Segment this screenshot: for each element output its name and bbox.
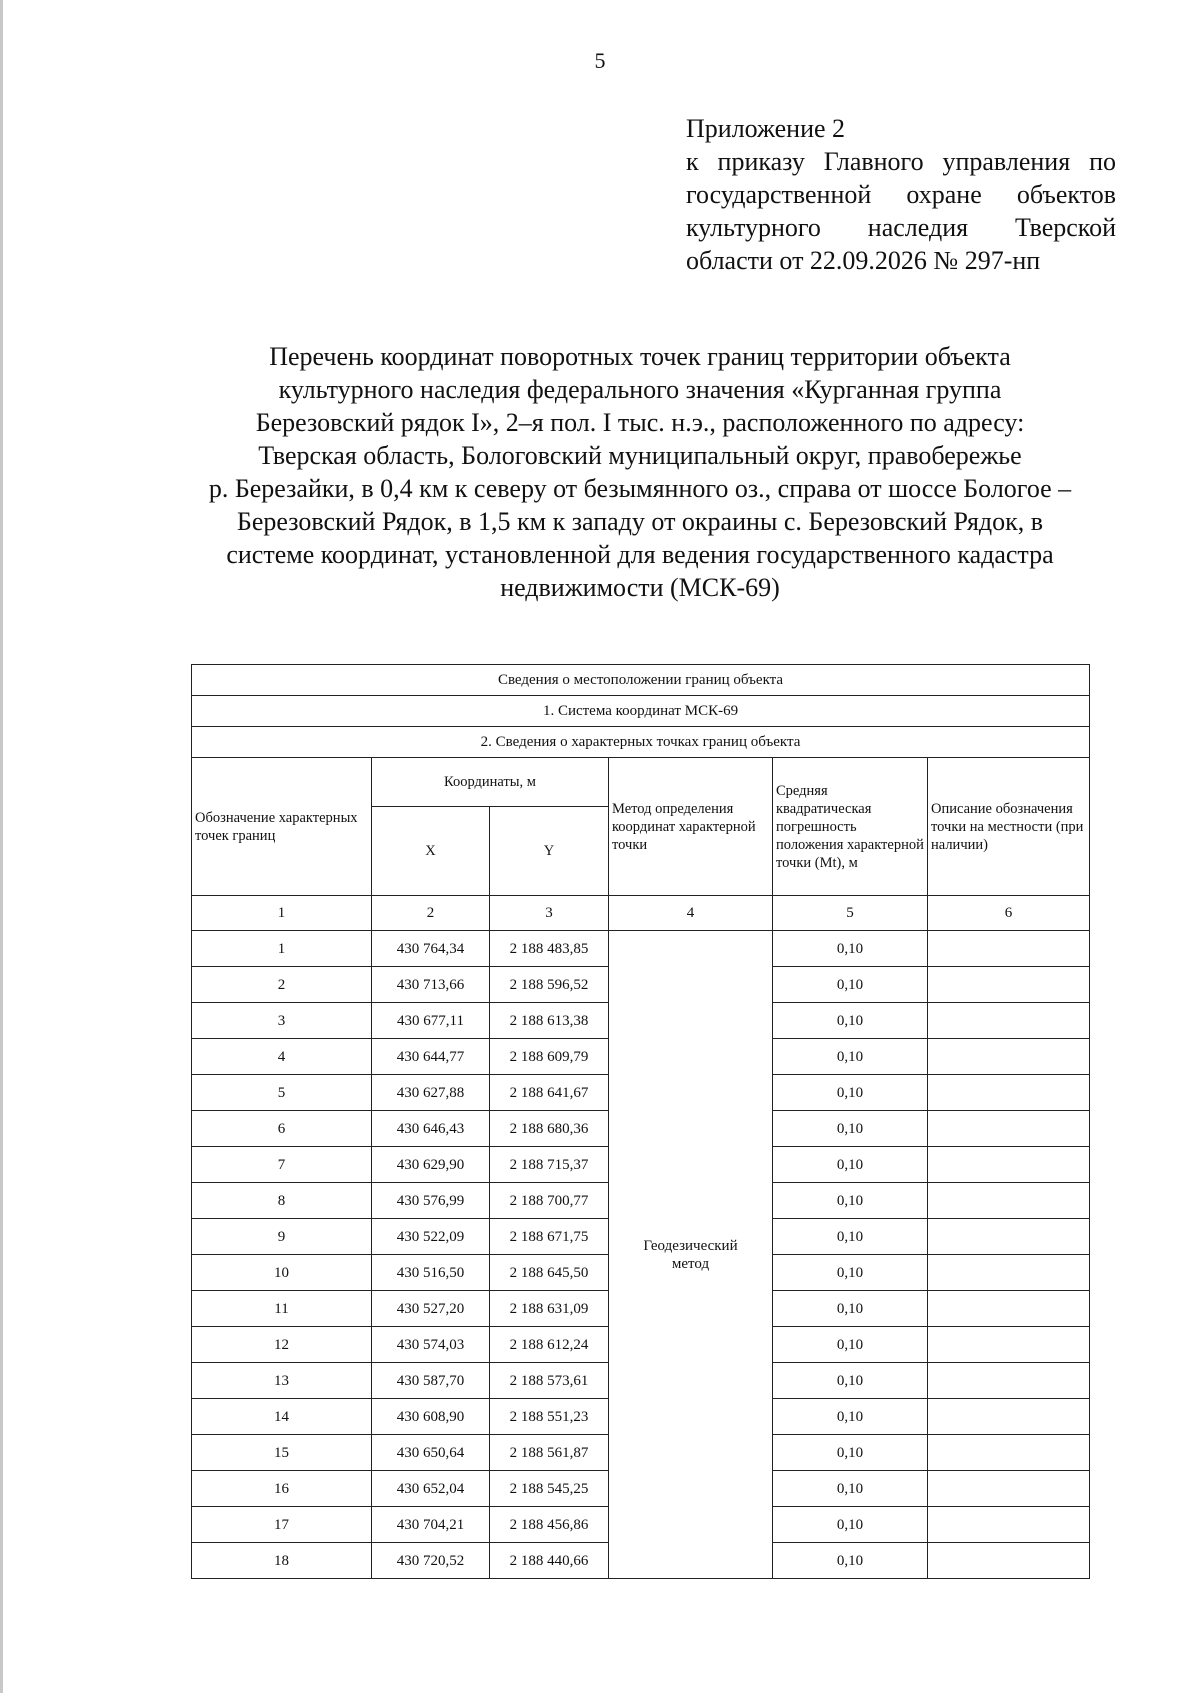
heading-line: Березовский Рядок, в 1,5 км к западу от окраины с. Березовский Рядок, в bbox=[236, 507, 1044, 536]
coordinate-system: 1. Система координат МСК-69 bbox=[192, 696, 1090, 727]
header-coordinates: Координаты, м bbox=[372, 758, 609, 807]
x-coordinate-cell: 430 764,34 bbox=[372, 931, 490, 967]
heading-line: р. Березайки, в 0,4 км к северу от безымянного оз., справа от шоссе Бологое – bbox=[208, 474, 1072, 503]
description-cell bbox=[928, 1291, 1090, 1327]
description-cell bbox=[928, 1003, 1090, 1039]
page-number: 5 bbox=[594, 48, 606, 73]
y-coordinate-cell: 2 188 573,61 bbox=[490, 1363, 609, 1399]
description-cell bbox=[928, 1471, 1090, 1507]
header-x: X bbox=[372, 807, 490, 896]
method-cell: Геодезический метод bbox=[609, 931, 773, 1579]
x-coordinate-cell: 430 713,66 bbox=[372, 967, 490, 1003]
column-number: 2 bbox=[372, 896, 490, 931]
y-coordinate-cell: 2 188 545,25 bbox=[490, 1471, 609, 1507]
point-number-cell: 6 bbox=[192, 1111, 372, 1147]
x-coordinate-cell: 430 646,43 bbox=[372, 1111, 490, 1147]
error-cell: 0,10 bbox=[773, 1219, 928, 1255]
column-number: 4 bbox=[609, 896, 773, 931]
point-number-cell: 8 bbox=[192, 1183, 372, 1219]
table-row bbox=[192, 931, 1090, 967]
description-cell bbox=[928, 1255, 1090, 1291]
column-number: 3 bbox=[490, 896, 609, 931]
point-number-cell: 11 bbox=[192, 1291, 372, 1327]
heading-line: Березовский рядок I», 2–я пол. I тыс. н.э., расположенного по адресу: bbox=[255, 408, 1025, 437]
description-cell bbox=[928, 1435, 1090, 1471]
header-y: Y bbox=[490, 807, 609, 896]
x-coordinate-cell: 430 650,64 bbox=[372, 1435, 490, 1471]
point-number-cell: 2 bbox=[192, 967, 372, 1003]
description-cell bbox=[928, 1327, 1090, 1363]
y-coordinate-cell: 2 188 596,52 bbox=[490, 967, 609, 1003]
description-cell bbox=[928, 1183, 1090, 1219]
point-number-cell: 7 bbox=[192, 1147, 372, 1183]
appendix-line: Приложение 2 bbox=[686, 114, 846, 143]
point-number-cell: 1 bbox=[192, 931, 372, 967]
error-cell: 0,10 bbox=[773, 967, 928, 1003]
description-cell bbox=[928, 1039, 1090, 1075]
y-coordinate-cell: 2 188 483,85 bbox=[490, 931, 609, 967]
x-coordinate-cell: 430 629,90 bbox=[372, 1147, 490, 1183]
column-number: 5 bbox=[773, 896, 928, 931]
x-coordinate-cell: 430 516,50 bbox=[372, 1255, 490, 1291]
heading-line: Перечень координат поворотных точек границ территории объекта bbox=[269, 342, 1011, 371]
description-cell bbox=[928, 1111, 1090, 1147]
x-coordinate-cell: 430 704,21 bbox=[372, 1507, 490, 1543]
x-coordinate-cell: 430 652,04 bbox=[372, 1471, 490, 1507]
description-cell bbox=[928, 1147, 1090, 1183]
error-cell: 0,10 bbox=[773, 1507, 928, 1543]
y-coordinate-cell: 2 188 612,24 bbox=[490, 1327, 609, 1363]
x-coordinate-cell: 430 587,70 bbox=[372, 1363, 490, 1399]
y-coordinate-cell: 2 188 641,67 bbox=[490, 1075, 609, 1111]
point-number-cell: 15 bbox=[192, 1435, 372, 1471]
point-number-cell: 16 bbox=[192, 1471, 372, 1507]
points-title: 2. Сведения о характерных точках границ объекта bbox=[192, 727, 1090, 758]
y-coordinate-cell: 2 188 715,37 bbox=[490, 1147, 609, 1183]
description-cell bbox=[928, 1219, 1090, 1255]
error-cell: 0,10 bbox=[773, 1075, 928, 1111]
y-coordinate-cell: 2 188 645,50 bbox=[490, 1255, 609, 1291]
error-cell: 0,10 bbox=[773, 1147, 928, 1183]
header-method: Метод определения координат характерной точки bbox=[609, 758, 773, 896]
x-coordinate-cell: 430 644,77 bbox=[372, 1039, 490, 1075]
y-coordinate-cell: 2 188 613,38 bbox=[490, 1003, 609, 1039]
appendix-line: государственной охране объектов bbox=[686, 180, 1116, 209]
point-number-cell: 17 bbox=[192, 1507, 372, 1543]
error-cell: 0,10 bbox=[773, 1435, 928, 1471]
appendix-line: к приказу Главного управления по bbox=[686, 147, 1116, 176]
point-number-cell: 3 bbox=[192, 1003, 372, 1039]
coordinates-table bbox=[191, 664, 1090, 1579]
error-cell: 0,10 bbox=[773, 1039, 928, 1075]
description-cell bbox=[928, 1075, 1090, 1111]
header-error: Средняя квадратическая погрешность положения характерной точки (Mt), м bbox=[773, 758, 928, 896]
info-title: Сведения о местоположении границ объекта bbox=[192, 665, 1090, 696]
y-coordinate-cell: 2 188 700,77 bbox=[490, 1183, 609, 1219]
x-coordinate-cell: 430 527,20 bbox=[372, 1291, 490, 1327]
error-cell: 0,10 bbox=[773, 1543, 928, 1579]
x-coordinate-cell: 430 627,88 bbox=[372, 1075, 490, 1111]
appendix-line: области от 22.09.2026 № 297-нп bbox=[686, 246, 1041, 275]
point-number-cell: 10 bbox=[192, 1255, 372, 1291]
point-number-cell: 9 bbox=[192, 1219, 372, 1255]
x-coordinate-cell: 430 677,11 bbox=[372, 1003, 490, 1039]
error-cell: 0,10 bbox=[773, 1255, 928, 1291]
y-coordinate-cell: 2 188 680,36 bbox=[490, 1111, 609, 1147]
document-heading bbox=[160, 340, 1120, 604]
description-cell bbox=[928, 1543, 1090, 1579]
error-cell: 0,10 bbox=[773, 1003, 928, 1039]
x-coordinate-cell: 430 608,90 bbox=[372, 1399, 490, 1435]
scan-edge bbox=[0, 0, 3, 1693]
y-coordinate-cell: 2 188 609,79 bbox=[490, 1039, 609, 1075]
x-coordinate-cell: 430 720,52 bbox=[372, 1543, 490, 1579]
point-number-cell: 5 bbox=[192, 1075, 372, 1111]
x-coordinate-cell: 430 522,09 bbox=[372, 1219, 490, 1255]
error-cell: 0,10 bbox=[773, 1327, 928, 1363]
appendix-line: культурного наследия Тверской bbox=[686, 213, 1116, 242]
x-coordinate-cell: 430 576,99 bbox=[372, 1183, 490, 1219]
header-point: Обозначение характерных точек границ bbox=[192, 758, 372, 896]
error-cell: 0,10 bbox=[773, 1291, 928, 1327]
point-number-cell: 12 bbox=[192, 1327, 372, 1363]
error-cell: 0,10 bbox=[773, 1183, 928, 1219]
y-coordinate-cell: 2 188 456,86 bbox=[490, 1507, 609, 1543]
x-coordinate-cell: 430 574,03 bbox=[372, 1327, 490, 1363]
point-number-cell: 14 bbox=[192, 1399, 372, 1435]
y-coordinate-cell: 2 188 551,23 bbox=[490, 1399, 609, 1435]
description-cell bbox=[928, 1363, 1090, 1399]
error-cell: 0,10 bbox=[773, 931, 928, 967]
error-cell: 0,10 bbox=[773, 1471, 928, 1507]
error-cell: 0,10 bbox=[773, 1111, 928, 1147]
heading-line: Тверская область, Бологовский муниципальный округ, правобережье bbox=[258, 441, 1022, 470]
y-coordinate-cell: 2 188 561,87 bbox=[490, 1435, 609, 1471]
heading-line: недвижимости (МСК-69) bbox=[500, 573, 780, 602]
header-description: Описание обозначения точки на местности (при наличии) bbox=[928, 758, 1090, 896]
y-coordinate-cell: 2 188 671,75 bbox=[490, 1219, 609, 1255]
description-cell bbox=[928, 1399, 1090, 1435]
error-cell: 0,10 bbox=[773, 1399, 928, 1435]
description-cell bbox=[928, 931, 1090, 967]
heading-line: системе координат, установленной для ведения государственного кадастра bbox=[226, 540, 1054, 569]
heading-line: культурного наследия федерального значения «Курганная группа bbox=[278, 375, 1002, 404]
y-coordinate-cell: 2 188 631,09 bbox=[490, 1291, 609, 1327]
description-cell bbox=[928, 1507, 1090, 1543]
y-coordinate-cell: 2 188 440,66 bbox=[490, 1543, 609, 1579]
point-number-cell: 4 bbox=[192, 1039, 372, 1075]
appendix-block bbox=[686, 112, 1116, 277]
column-number: 6 bbox=[928, 896, 1090, 931]
description-cell bbox=[928, 967, 1090, 1003]
column-number: 1 bbox=[192, 896, 372, 931]
point-number-cell: 18 bbox=[192, 1543, 372, 1579]
point-number-cell: 13 bbox=[192, 1363, 372, 1399]
error-cell: 0,10 bbox=[773, 1363, 928, 1399]
